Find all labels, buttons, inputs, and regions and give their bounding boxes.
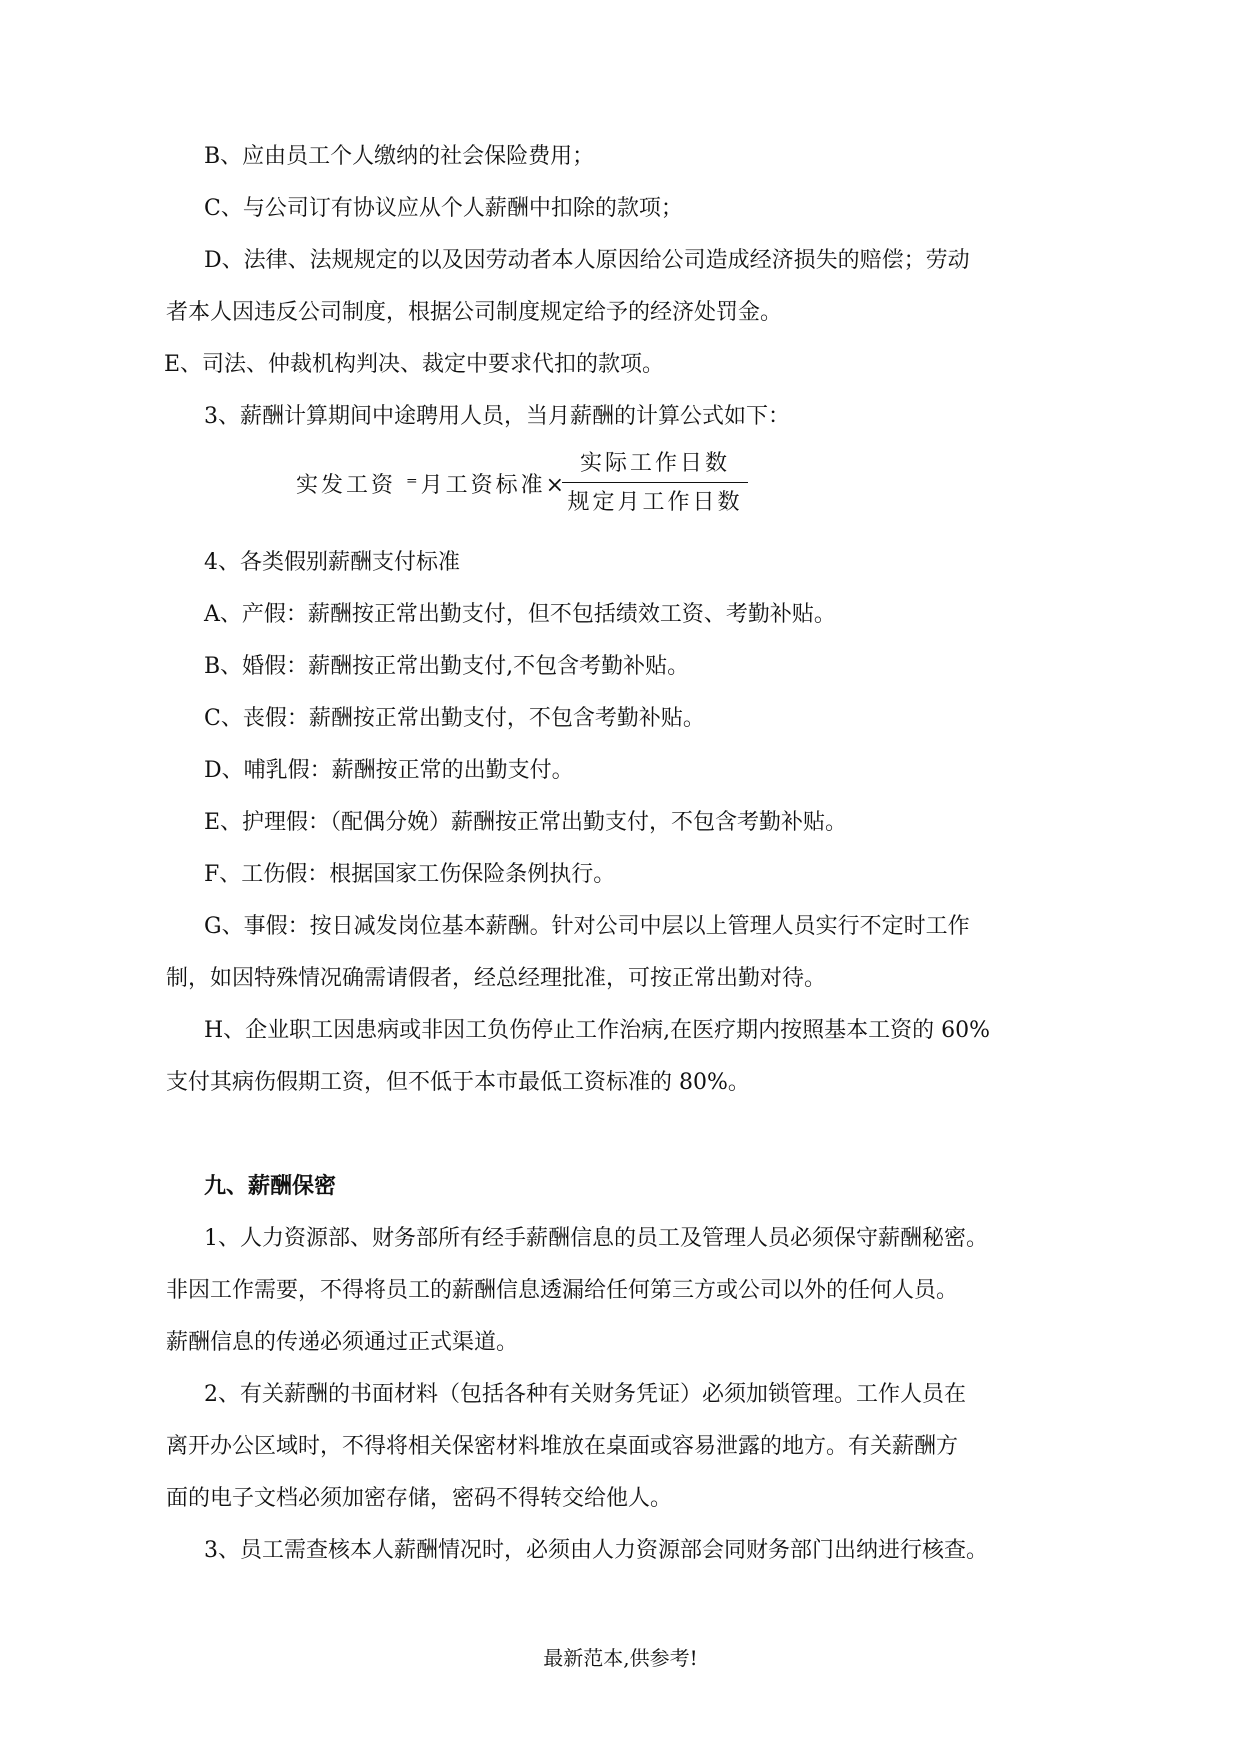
paragraph-line: B、婚假：薪酬按正常出勤支付,不包含考勤补贴。	[204, 654, 690, 679]
paragraph-line: 支付其病伤假期工资，但不低于本市最低工资标准的 80%。	[166, 1070, 750, 1095]
paragraph-line: E、司法、仲裁机构判决、裁定中要求代扣的款项。	[164, 352, 665, 377]
fraction-bar	[562, 482, 748, 483]
paragraph-line: 3、员工需查核本人薪酬情况时，必须由人力资源部会同财务部门出纳进行核查。	[204, 1538, 988, 1563]
paragraph-line: 薪酬信息的传递必须通过正式渠道。	[166, 1330, 519, 1355]
paragraph-line: 2、有关薪酬的书面材料（包括各种有关财务凭证）必须加锁管理。工作人员在	[204, 1382, 966, 1407]
paragraph-line: D、哺乳假：薪酬按正常的出勤支付。	[204, 758, 574, 783]
salary-formula	[296, 448, 776, 520]
paragraph-line: C、与公司订有协议应从个人薪酬中扣除的款项；	[204, 196, 683, 221]
paragraph-line: A、产假：薪酬按正常出勤支付，但不包括绩效工资、考勤补贴。	[204, 602, 836, 627]
paragraph-line: 离开办公区域时，不得将相关保密材料堆放在桌面或容易泄露的地方。有关薪酬方	[166, 1434, 959, 1459]
paragraph-line: G、事假：按日减发岗位基本薪酬。针对公司中层以上管理人员实行不定时工作	[204, 914, 970, 939]
paragraph-line: F、工伤假：根据国家工伤保险条例执行。	[204, 862, 616, 887]
paragraph-line: 制，如因特殊情况确需请假者，经总经理批准，可按正常出勤对待。	[166, 966, 827, 991]
paragraph-line: 4、各类假别薪酬支付标准	[204, 550, 460, 575]
paragraph-line: 非因工作需要，不得将员工的薪酬信息透漏给任何第三方或公司以外的任何人员。	[166, 1278, 959, 1303]
formula-numerator: 实际工作日数	[579, 451, 730, 476]
formula-denominator: 规定月工作日数	[567, 490, 743, 515]
paragraph-line: E、护理假：（配偶分娩）薪酬按正常出勤支付，不包含考勤补贴。	[204, 810, 848, 835]
paragraph-line: C、丧假：薪酬按正常出勤支付，不包含考勤补贴。	[204, 706, 705, 731]
formula-lhs: 实发工资 ⁼月工资标准×	[296, 473, 568, 498]
paragraph-line: H、企业职工因患病或非因工负伤停止工作治病,在医疗期内按照基本工资的 60%	[204, 1018, 991, 1043]
paragraph-line: 3、薪酬计算期间中途聘用人员，当月薪酬的计算公式如下：	[204, 404, 790, 429]
formula-fraction	[562, 448, 748, 519]
paragraph-line: D、法律、法规规定的以及因劳动者本人原因给公司造成经济损失的赔偿；劳动	[204, 248, 970, 273]
page-footer: 最新范本,供参考!	[543, 1646, 698, 1670]
paragraph-line: 面的电子文档必须加密存储，密码不得转交给他人。	[166, 1486, 673, 1511]
paragraph-line: 者本人因违反公司制度，根据公司制度规定给予的经济处罚金。	[166, 300, 783, 325]
paragraph-line: 1、人力资源部、财务部所有经手薪酬信息的员工及管理人员必须保守薪酬秘密。	[204, 1226, 988, 1251]
section-heading: 九、薪酬保密	[204, 1174, 337, 1199]
paragraph-line: B、应由员工个人缴纳的社会保险费用；	[204, 144, 595, 169]
